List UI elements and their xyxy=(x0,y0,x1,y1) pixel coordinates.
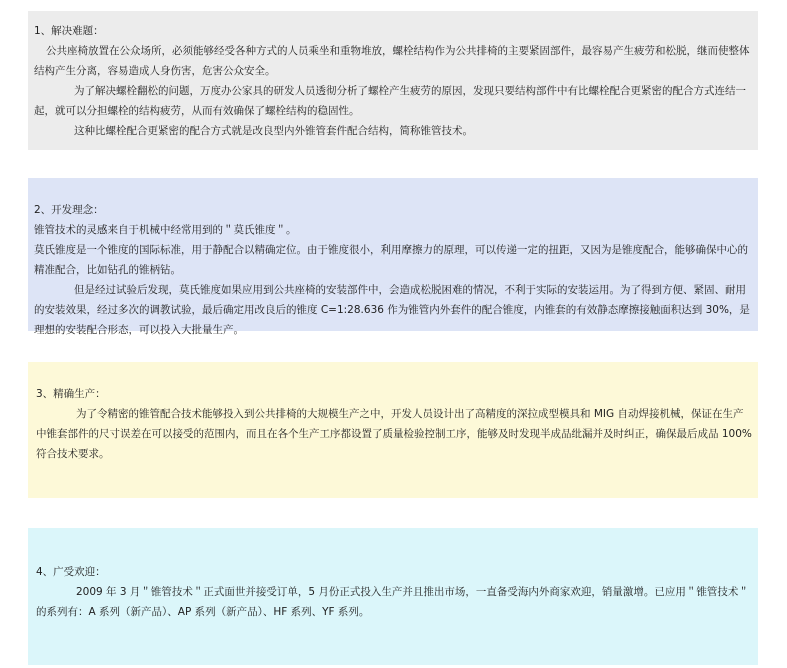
section-paragraph: 莫氏锥度是一个锥度的国际标准，用于静配合以精确定位。由于锥度很小，利用摩擦力的原理，可以传递一定的扭距，又因为是锥度配合，能够确保中心的精准配合，比如钻孔的锥柄钻。 xyxy=(34,244,748,276)
section-heading: 1、解决难题： xyxy=(34,25,104,37)
section-precise-production xyxy=(28,362,758,498)
section-development-concept xyxy=(28,178,758,336)
section-paragraph: 为了令精密的锥管配合技术能够投入到公共排椅的大规模生产之中，开发人员设计出了高精度的深拉成型模具和 MIG 自动焊接机械，保证在生产中锥套部件的尺寸误差在可以接受的范围内，而且在各个生产工序都设置了质量检验控制工序，能够及时发现半成品纰漏并及时纠正，确保最后成品 100% 符合技术要求。 xyxy=(36,408,752,460)
section-heading: 4、广受欢迎： xyxy=(36,566,106,578)
section-paragraph: 2009 年 3 月＂锥管技术＂正式面世并接受订单，5 月份正式投入生产并且推出市场，一直备受海内外商家欢迎，销量激增。已应用＂锥管技术＂的系列有：A 系列（新产品）、AP 系列（新产品）、HF 系列、YF 系列。 xyxy=(36,586,749,618)
section-heading: 2、开发理念： xyxy=(34,204,104,216)
section-paragraph: 为了解决螺栓翻松的问题，万度办公家具的研发人员透彻分析了螺栓产生疲劳的原因，发现只要结构部件中有比螺栓配合更紧密的配合方式连结一起，就可以分担螺栓的结构疲劳，从而有效确保了螺栓结构的稳固性。 xyxy=(34,85,746,117)
section-paragraph: 锥管技术的灵感来自于机械中经常用到的＂莫氏锥度＂。 xyxy=(34,224,297,236)
section-heading: 3、精确生产： xyxy=(36,388,106,400)
section-widely-welcomed xyxy=(28,528,758,665)
section-paragraph: 但是经过试验后发现，莫氏锥度如果应用到公共座椅的安装部件中，会造成松脱困难的情况，不利于实际的安装运用。为了得到方便、紧固、耐用的安装效果，经过多次的调教试验，最后确定用改良后的锥度 C=1:28.636 作为锥管内外套件的配合锥度，内锥套的有效静态摩擦接触面积达到 30%，是理想的安装配合形态，可以投入大批量生产。 xyxy=(34,284,750,336)
section-paragraph: 公共座椅放置在公众场所，必须能够经受各种方式的人员乘坐和重物堆放，螺栓结构作为公共排椅的主要紧固部件，最容易产生疲劳和松脱，继而使整体结构产生分离，容易造成人身伤害，危害公众安全。 xyxy=(34,45,750,77)
section-paragraph: 这种比螺栓配合更紧密的配合方式就是改良型内外锥管套件配合结构，简称锥管技术。 xyxy=(74,125,473,137)
section-solve-problem xyxy=(28,11,758,150)
